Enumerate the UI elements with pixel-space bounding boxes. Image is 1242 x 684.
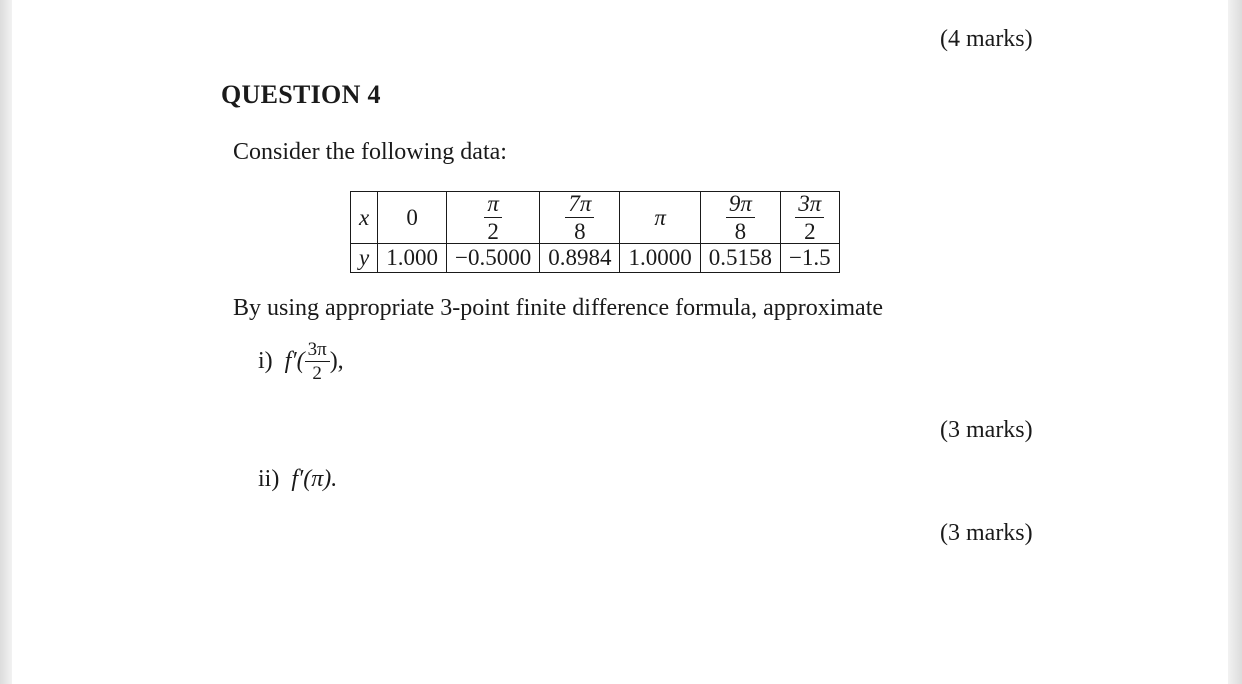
numerator: 7π	[565, 192, 594, 218]
part-ii-expr: f′(π).	[291, 466, 338, 492]
intro-text: Consider the following data:	[233, 139, 507, 165]
part-i-fraction	[305, 340, 330, 383]
part-ii-label: ii)	[258, 466, 280, 492]
row-label-y: y	[351, 244, 378, 273]
fraction	[484, 192, 502, 243]
denominator: 2	[487, 219, 499, 244]
part-i-prefix: f′(	[284, 348, 305, 374]
page-edge-right	[1228, 0, 1242, 684]
denominator: 2	[312, 363, 322, 384]
marks-part-i: (3 marks)	[940, 417, 1033, 443]
instruction-text: By using appropriate 3-point finite difference formula, approximate	[233, 295, 884, 321]
fraction	[795, 192, 824, 243]
x-cell-3	[540, 192, 620, 244]
part-ii	[258, 466, 337, 493]
marks-part-ii: (3 marks)	[940, 520, 1033, 546]
y-cell-5: 0.5158	[700, 244, 780, 273]
x-cell-6	[780, 192, 839, 244]
part-i	[258, 340, 344, 383]
page-edge-left	[0, 0, 12, 684]
table-row-x	[351, 192, 840, 244]
denominator: 2	[804, 219, 816, 244]
y-cell-4: 1.0000	[620, 244, 700, 273]
y-cell-6: −1.5	[780, 244, 839, 273]
fraction	[565, 192, 594, 243]
y-cell-1: 1.000	[378, 244, 447, 273]
y-cell-2: −0.5000	[446, 244, 539, 273]
denominator: 8	[574, 219, 586, 244]
row-label-x: x	[351, 192, 378, 244]
x-cell-2	[446, 192, 539, 244]
x-cell-1: 0	[378, 192, 447, 244]
x-cell-4: π	[620, 192, 700, 244]
numerator: 3π	[795, 192, 824, 218]
part-i-suffix: ),	[329, 348, 344, 374]
question-title: QUESTION 4	[221, 80, 381, 109]
fraction	[726, 192, 755, 243]
part-i-label: i)	[258, 348, 273, 374]
document-page	[12, 0, 1228, 684]
denominator: 8	[734, 219, 747, 244]
x-cell-5	[700, 192, 780, 244]
table-row-y	[351, 244, 840, 273]
numerator: 9π	[726, 192, 755, 218]
numerator: π	[484, 192, 502, 218]
marks-previous: (4 marks)	[940, 26, 1033, 52]
y-cell-3: 0.8984	[540, 244, 620, 273]
numerator: 3π	[305, 340, 330, 362]
data-table	[350, 191, 840, 273]
